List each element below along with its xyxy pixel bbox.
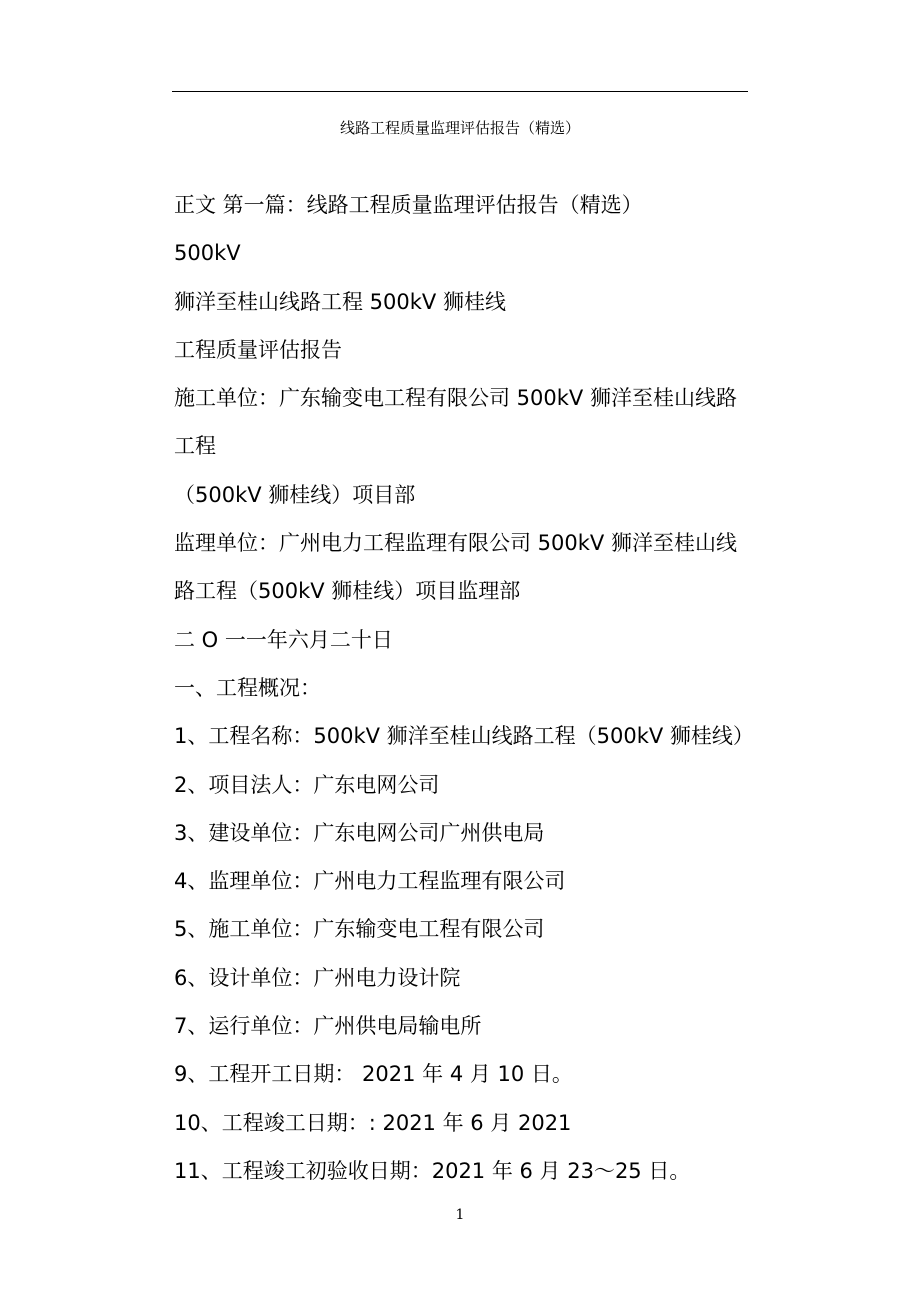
page-number: 1 [455, 1207, 465, 1223]
list-item: 9、工程开工日期： 2021 年 4 月 10 日。 [174, 1062, 573, 1087]
section-heading: 一、工程概况： [174, 675, 321, 700]
body-line: （500kV 狮桂线）项目部 [174, 482, 416, 507]
list-item: 4、监理单位：广州电力工程监理有限公司 [174, 869, 566, 894]
running-header-title: 线路工程质量监理评估报告（精选） [339, 119, 580, 137]
body-line: 工程 [174, 434, 216, 459]
body-line: 500kV [174, 241, 241, 266]
document-body [174, 181, 754, 1195]
heading-line: 正文 第一篇：线路工程质量监理评估报告（精选） [174, 193, 643, 217]
body-line: 路工程（500kV 狮桂线）项目监理部 [174, 579, 521, 604]
list-item: 10、工程竣工日期：: 2021 年 6 月 2021 [174, 1110, 572, 1135]
body-line: 狮洋至桂山线路工程 500kV 狮桂线 [174, 289, 506, 314]
header-rule [172, 91, 748, 92]
body-line: 施工单位：广东输变电工程有限公司 500kV 狮洋至桂山线路 [174, 386, 737, 411]
body-line: 监理单位：广州电力工程监理有限公司 500kV 狮洋至桂山线 [174, 531, 737, 556]
list-item: 6、设计单位：广州电力设计院 [174, 965, 461, 990]
list-item: 7、运行单位：广州供电局输电所 [174, 1014, 482, 1039]
list-item: 11、工程竣工初验收日期：2021 年 6 月 23～25 日。 [174, 1158, 691, 1183]
list-item: 3、建设单位：广东电网公司广州供电局 [174, 820, 545, 845]
list-item: 5、施工单位：广东输变电工程有限公司 [174, 917, 545, 942]
body-line: 工程质量评估报告 [174, 337, 342, 362]
list-item: 2、项目法人：广东电网公司 [174, 772, 440, 797]
list-item: 1、工程名称：500kV 狮洋至桂山线路工程（500kV 狮桂线） [174, 724, 754, 749]
date-line: 二 O 一一年六月二十日 [174, 627, 393, 652]
